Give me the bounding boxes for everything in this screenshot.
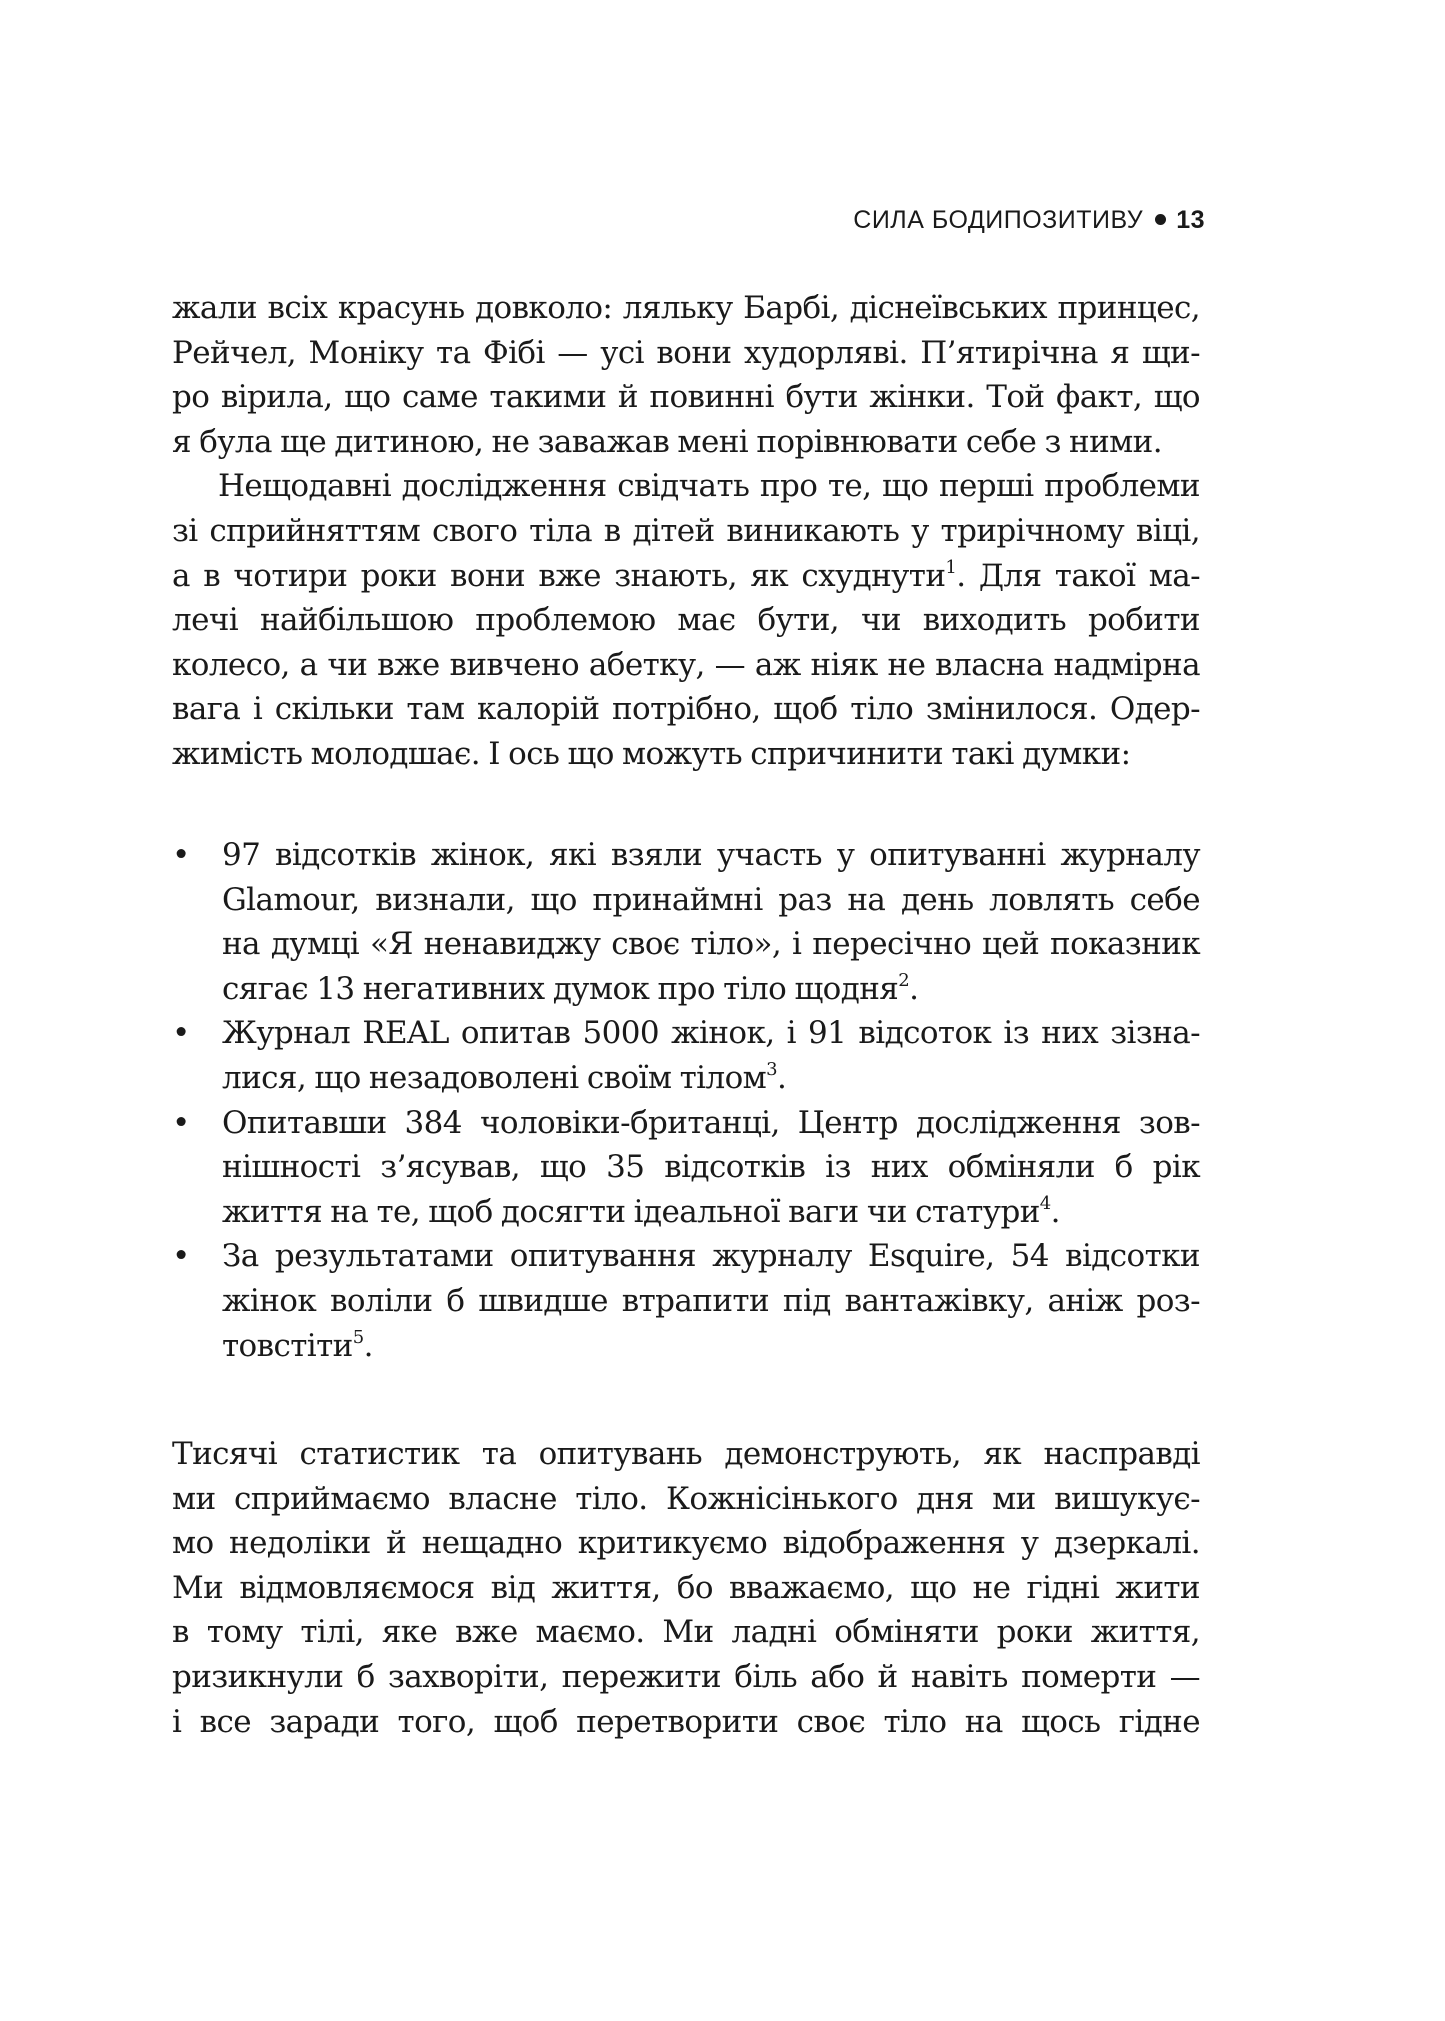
- footnote-ref: 5: [352, 1326, 364, 1348]
- line-text: . Для такої ма-: [956, 557, 1200, 594]
- list-line: [222, 967, 1200, 1012]
- paragraph-line: Рейчел, Моніку та Фібі — усі вони худорляві. П’ятирічна я щи-: [172, 334, 1200, 371]
- paragraph-line-with-footnote: [172, 554, 1200, 599]
- line-text: .: [363, 1327, 373, 1364]
- paragraph-line: ризикнули б захворіти, пережити біль або й навіть померти —: [172, 1658, 1200, 1695]
- bullet-list: [172, 833, 1200, 1368]
- list-item: [172, 1234, 1200, 1368]
- list-line: [222, 1324, 1200, 1369]
- running-title: СИЛА БОДИПОЗИТИВУ: [853, 206, 1144, 234]
- line-text: а в чотири роки вони вже знають, як схуднути: [172, 557, 946, 594]
- line-text: товстіти: [222, 1327, 353, 1364]
- bullet-icon: •: [172, 1015, 190, 1052]
- list-line: Опитавши 384 чоловіки-британці, Центр дослідження зов-: [222, 1104, 1200, 1141]
- body-text-top: [172, 286, 1200, 777]
- bullet-icon: •: [172, 1104, 190, 1141]
- paragraph-line: ми сприймаємо власне тіло. Кожнісінького дня ми вишукує-: [172, 1480, 1200, 1517]
- list-item: [172, 1011, 1200, 1100]
- running-header: [853, 202, 1205, 238]
- footnote-ref: 2: [898, 969, 910, 991]
- line-text: .: [909, 970, 919, 1007]
- paragraph-line: і все заради того, щоб перетворити своє тіло на щось гідне: [172, 1703, 1200, 1740]
- paragraph-line: зі сприйняттям свого тіла в дітей виникають у трирічному віці,: [172, 512, 1200, 549]
- paragraph-line: Нещодавні дослідження свідчать про те, що перші проблеми: [218, 468, 1200, 505]
- paragraph-line: колесо, а чи вже вивчено абетку, — аж ніяк не власна надмірна: [172, 646, 1200, 683]
- paragraph-line: жимість молодшає. І ось що можуть спричинити такі думки:: [172, 735, 1131, 772]
- list-item: [172, 833, 1200, 1011]
- paragraph-line: вага і скільки там калорій потрібно, щоб тіло змінилося. Одер-: [172, 691, 1200, 728]
- body-text-bottom: [172, 1432, 1200, 1744]
- footnote-ref: 4: [1039, 1192, 1051, 1214]
- list-line: Glamour, визнали, що принаймні раз на день ловлять себе: [222, 881, 1200, 918]
- list-line: За результатами опитування журналу Esquire, 54 відсотки: [222, 1238, 1200, 1275]
- paragraph-line: я була ще дитиною, не заважав мені порівнювати себе з ними.: [172, 423, 1162, 460]
- line-text: лися, що незадоволені своїм тілом: [222, 1059, 767, 1096]
- paragraph-line: жали всіх красунь довколо: ляльку Барбі, діснеївських принцес,: [172, 290, 1200, 326]
- separator-dot-icon: [1155, 214, 1166, 225]
- list-item: [172, 1101, 1200, 1235]
- paragraph-line: Тисячі статистик та опитувань демонструють, як насправді: [172, 1436, 1200, 1472]
- line-text: .: [777, 1059, 787, 1096]
- footnote-ref: 3: [766, 1058, 778, 1080]
- paragraph-line: мо недоліки й нещадно критикуємо відображення у дзеркалі.: [172, 1525, 1200, 1562]
- list-line: жінок воліли б швидше втрапити під вантажівку, аніж роз-: [222, 1282, 1200, 1319]
- line-text: сягає 13 негативних думок про тіло щодня: [222, 970, 899, 1007]
- paragraph-line: лечі найбільшою проблемою має бути, чи виходить робити: [172, 602, 1200, 639]
- paragraph-line: в тому тілі, яке вже маємо. Ми ладні обміняти роки життя,: [172, 1614, 1200, 1651]
- paragraph-line: Ми відмовляємося від життя, бо вважаємо, що не гідні жити: [172, 1569, 1200, 1606]
- list-line: [222, 1190, 1200, 1235]
- list-line: [222, 1056, 1200, 1101]
- bullet-icon: •: [172, 1238, 190, 1275]
- list-line: 97 відсотків жінок, які взяли участь у опитуванні журналу: [222, 837, 1200, 873]
- line-text: життя на те, щоб досягти ідеальної ваги чи статури: [222, 1193, 1040, 1230]
- line-text: .: [1050, 1193, 1060, 1230]
- footnote-ref: 1: [945, 556, 957, 578]
- list-line: на думці «Я ненавиджу своє тіло», і пересічно цей показник: [222, 926, 1200, 963]
- page-number: 13: [1176, 206, 1205, 234]
- list-line: Журнал REAL опитав 5000 жінок, і 91 відсоток із них зізна-: [222, 1015, 1200, 1052]
- bullet-icon: •: [172, 837, 190, 873]
- paragraph-line: ро вірила, що саме такими й повинні бути жінки. Той факт, що: [172, 379, 1200, 416]
- list-line: нішності з’ясував, що 35 відсотків із них обміняли б рік: [222, 1149, 1200, 1186]
